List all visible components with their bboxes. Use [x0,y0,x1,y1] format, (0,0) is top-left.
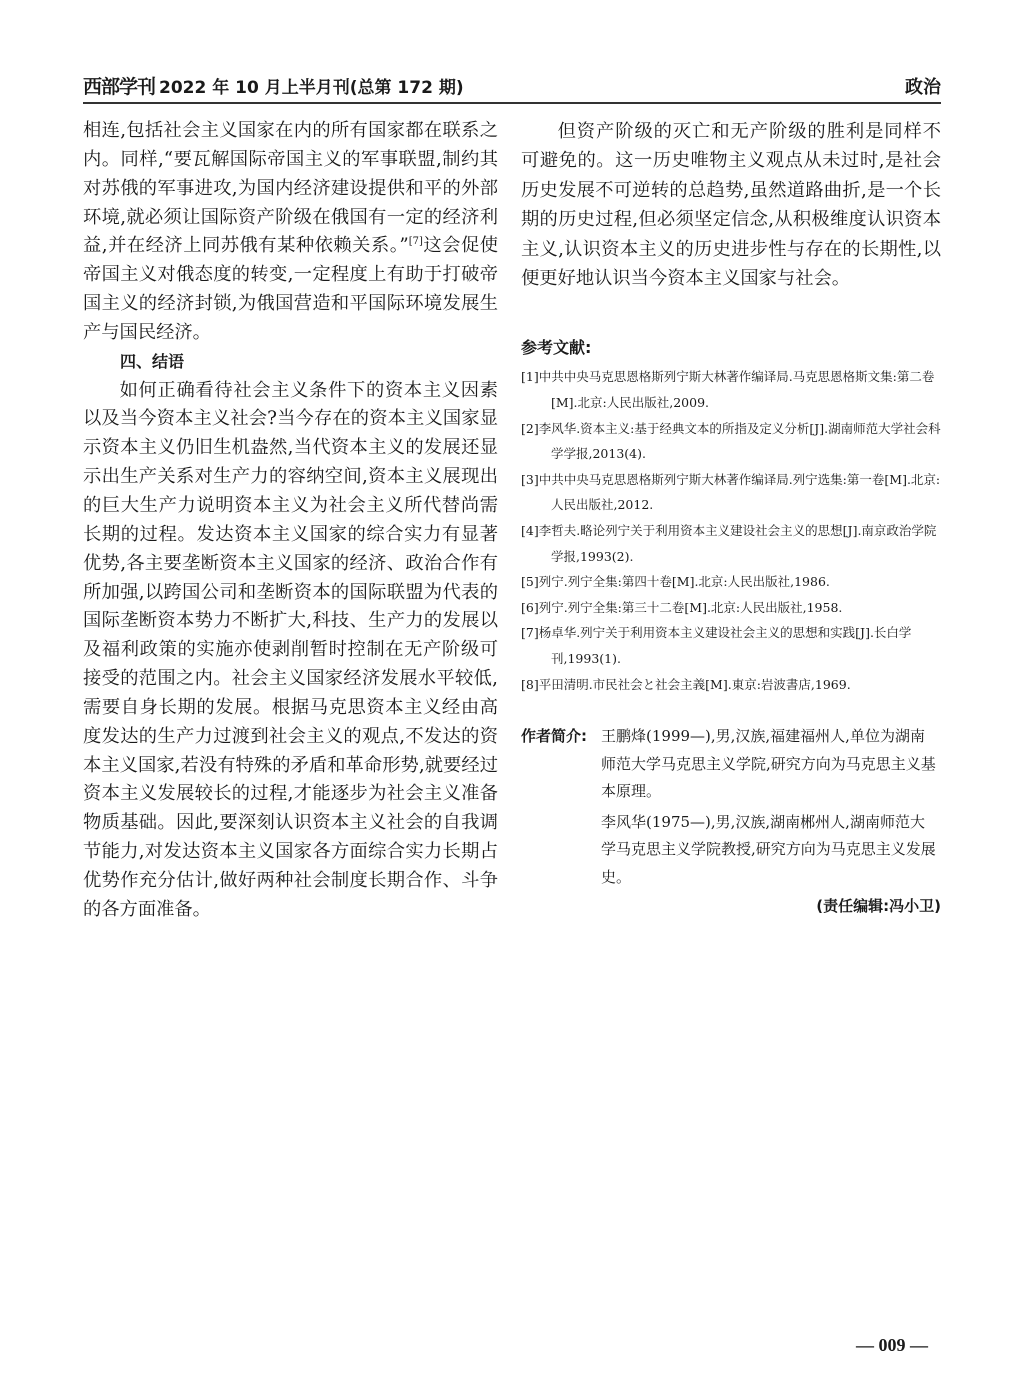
issue-info: 2022 年 10 月上半月刊(总第 172 期) [159,78,464,98]
paragraph-conclusion-end: 但资产阶级的灭亡和无产阶级的胜利是同样不可避免的。这一历史唯物主义观点从未过时,是社会历史发展不可逆转的总趋势,虽然道路曲折,是一个长期的历史过程,但必须坚定信念,从积极维度认识资本主义,认识资本主义的历史进步性与存在的长期性,以便更好地认识当今资本主义国家与社会。 [521,121,941,290]
page-header [83,72,941,104]
section-label: 政治 [905,77,941,98]
reference-item: [7]杨卓华.列宁关于利用资本主义建设社会主义的思想和实践[J].长白学刊,1993(1). [521,625,912,666]
paragraph-conclusion: 如何正确看待社会主义条件下的资本主义因素以及当今资本主义社会?当今存在的资本主义国家显示资本主义仍旧生机盎然,当代资本主义的发展还显示出生产关系对生产力的容纳空间,资本主义展现出的巨大生产力说明资本主义为社会主义所代替尚需长期的过程。发达资本主义国家的综合实力有显著优势,各主要垄断资本主义国家的经济、政治合作有所加强,以跨国公司和垄断资本的国际联盟为代表的国际垄断资本势力不断扩大,科技、生产力的发展以及福利政策的实施亦使剥削暂时控制在无产阶级可接受的范围之内。社会主义国家经济发展水平较低,需要自身长期的发展。根据马克思资本主义经由高度发达的生产力过渡到社会主义的观点,不发达的资本主义国家,若没有特殊的矛盾和革命形势,就要经过资本主义发展较长的过程,才能逐步为社会主义准备物质基础。因此,要深刻认识资本主义社会的自我调节能力,对发达资本主义国家各方面综合实力长期占优势作充分估计,做好两种社会制度长期合作、斗争的各方面准备。 [83,379,498,920]
section-heading: 四、结语 [120,351,185,371]
citation-ref: [7] [408,236,423,248]
paragraph-text: 相连,包括社会主义国家在内的所有国家都在联系之内。同样,“要瓦解国际帝国主义的军事联盟,制约其对苏俄的军事进攻,为国内经济建设提供和平的外部环境,就必须让国际资产阶级在俄国有一定的经济利益,并在经济上同苏俄有某种依赖关系。” [83,120,498,257]
reference-item: [5]列宁.列宁全集:第四十卷[M].北京:人民出版社,1986. [521,574,830,590]
references-list [521,364,941,697]
left-column [83,117,498,925]
author-bio: 李风华(1975—),男,汉族,湖南郴州人,湖南师范大学马克思主义学院教授,研究方向为马克思主义发展史。 [601,812,936,886]
reference-item: [6]列宁.列宁全集:第三十二卷[M].北京:人民出版社,1958. [521,599,843,615]
reference-item: [4]李哲夫.略论列宁关于利用资本主义建设社会主义的思想[J].南京政治学院学报,1993(2). [521,523,937,564]
page-number: — 009 — [856,1335,928,1355]
responsible-editor: (责任编辑:冯小卫) [816,897,941,916]
author-body [601,723,936,891]
author-bio: 王鹏烽(1999—),男,汉族,福建福州人,单位为湖南师范大学马克思主义学院,研究方向为马克思主义基本原理。 [601,727,936,801]
reference-item: [3]中共中央马克思恩格斯列宁斯大林著作编译局.列宁选集:第一卷[M].北京:人民出版社,2012. [521,471,941,513]
reference-item: [1]中共中央马克思恩格斯列宁斯大林著作编译局.马克思恩格斯文集:第二卷[M].北京:人民出版社,2009. [521,369,935,411]
reference-item: [2]李风华.资本主义:基于经典文本的所指及定义分析[J].湖南师范大学社会科学学报,2013(4). [521,420,941,462]
author-info [521,723,941,891]
paragraph-text: 这会促使帝国主义对俄态度的转变,一定程度上有助于打破帝国主义的经济封锁,为俄国营造和平国际环境发展生产与国民经济。 [83,235,498,343]
right-column [521,117,941,916]
paragraph-continued [83,117,498,348]
references-heading: 参考文献: [521,338,592,358]
journal-logo: 西部学刊 [83,76,156,98]
reference-item: [8]平田清明.市民社会と社会主義[M].東京:岩波書店,1969. [521,676,851,692]
author-label: 作者简介: [521,727,587,746]
